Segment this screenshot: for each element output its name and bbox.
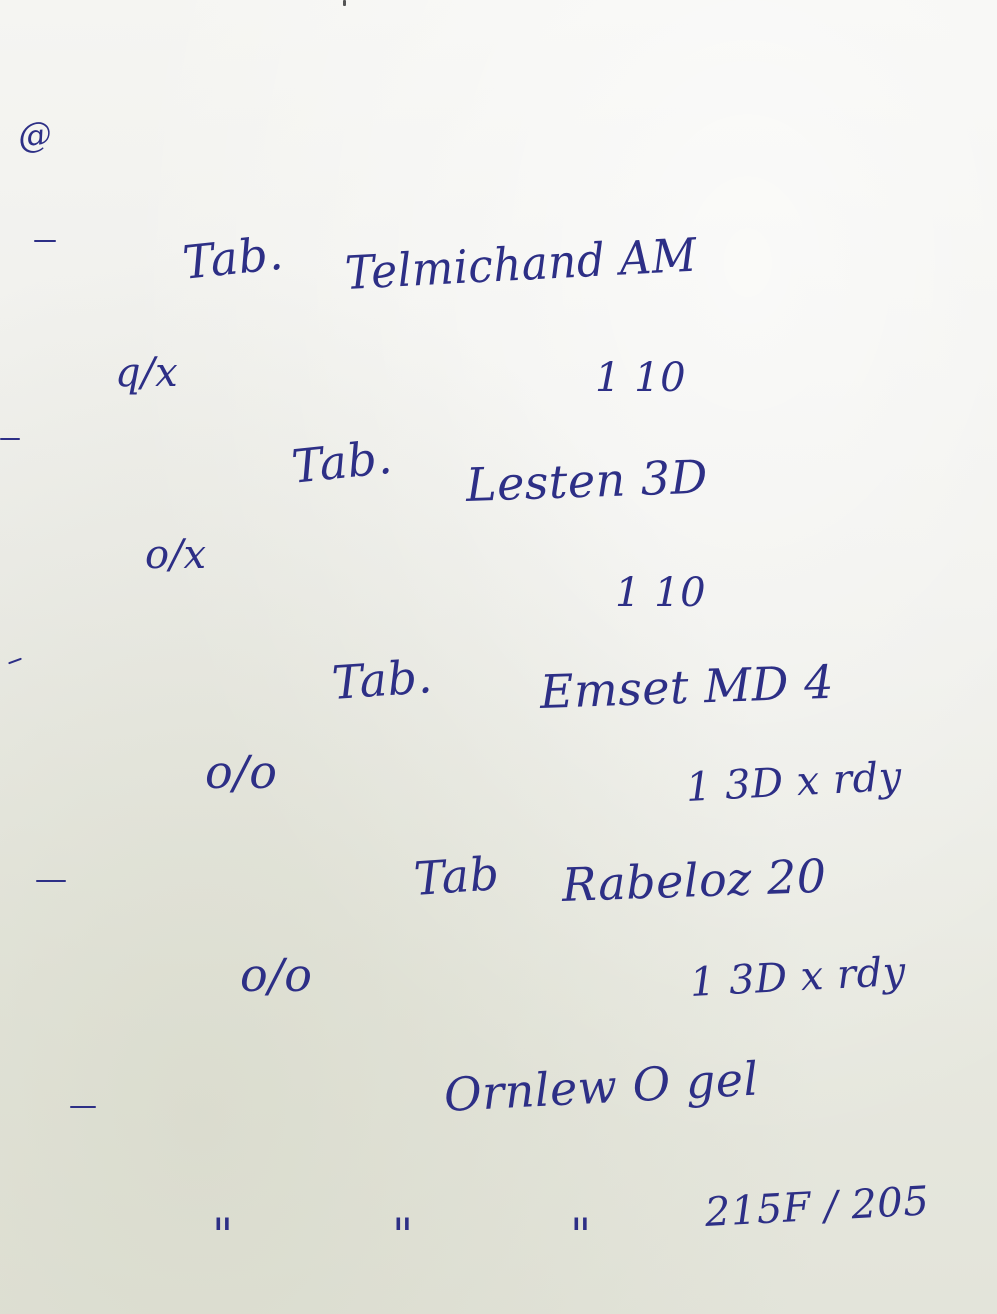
rx-marker: @ bbox=[15, 113, 55, 158]
entry-3-label: Tab. bbox=[330, 649, 435, 710]
ditto-mark-3: " bbox=[570, 1208, 592, 1262]
ditto-mark-1: " bbox=[212, 1208, 234, 1262]
entry-1-name: Telmichand AM bbox=[343, 227, 699, 300]
bullet-dash-3 bbox=[8, 658, 22, 665]
entry-3-name: Emset MD 4 bbox=[539, 654, 835, 719]
paper-speck bbox=[343, 0, 346, 6]
entry-2-label: Tab. bbox=[289, 429, 395, 494]
ditto-mark-2: " bbox=[392, 1208, 414, 1262]
entry-4-dose: o/o bbox=[240, 948, 313, 1002]
entry-1-qty: 1 10 bbox=[595, 355, 687, 401]
entry-1-label: Tab. bbox=[180, 225, 286, 290]
entry-2-qty: 1 10 bbox=[615, 570, 707, 616]
entry-5-name: Ornlew O gel bbox=[442, 1051, 760, 1122]
bullet-dash-4 bbox=[36, 880, 66, 882]
entry-4-label: Tab bbox=[412, 846, 502, 906]
bullet-dash-5 bbox=[70, 1106, 96, 1108]
entry-2-dose: o/x bbox=[145, 532, 207, 578]
entry-1-dose: q/x bbox=[115, 350, 179, 396]
bullet-dash-1 bbox=[34, 240, 56, 242]
price-note: 215F / 205 bbox=[703, 1178, 931, 1236]
entry-4-qty: 1 3D x rdy bbox=[688, 948, 907, 1006]
entry-2-name: Lesten 3D bbox=[465, 449, 709, 512]
entry-4-name: Rabeloz 20 bbox=[561, 848, 828, 912]
entry-3-dose: o/o bbox=[205, 745, 278, 799]
bullet-dash-2 bbox=[0, 438, 20, 440]
entry-3-qty: 1 3D x rdy bbox=[684, 753, 903, 811]
